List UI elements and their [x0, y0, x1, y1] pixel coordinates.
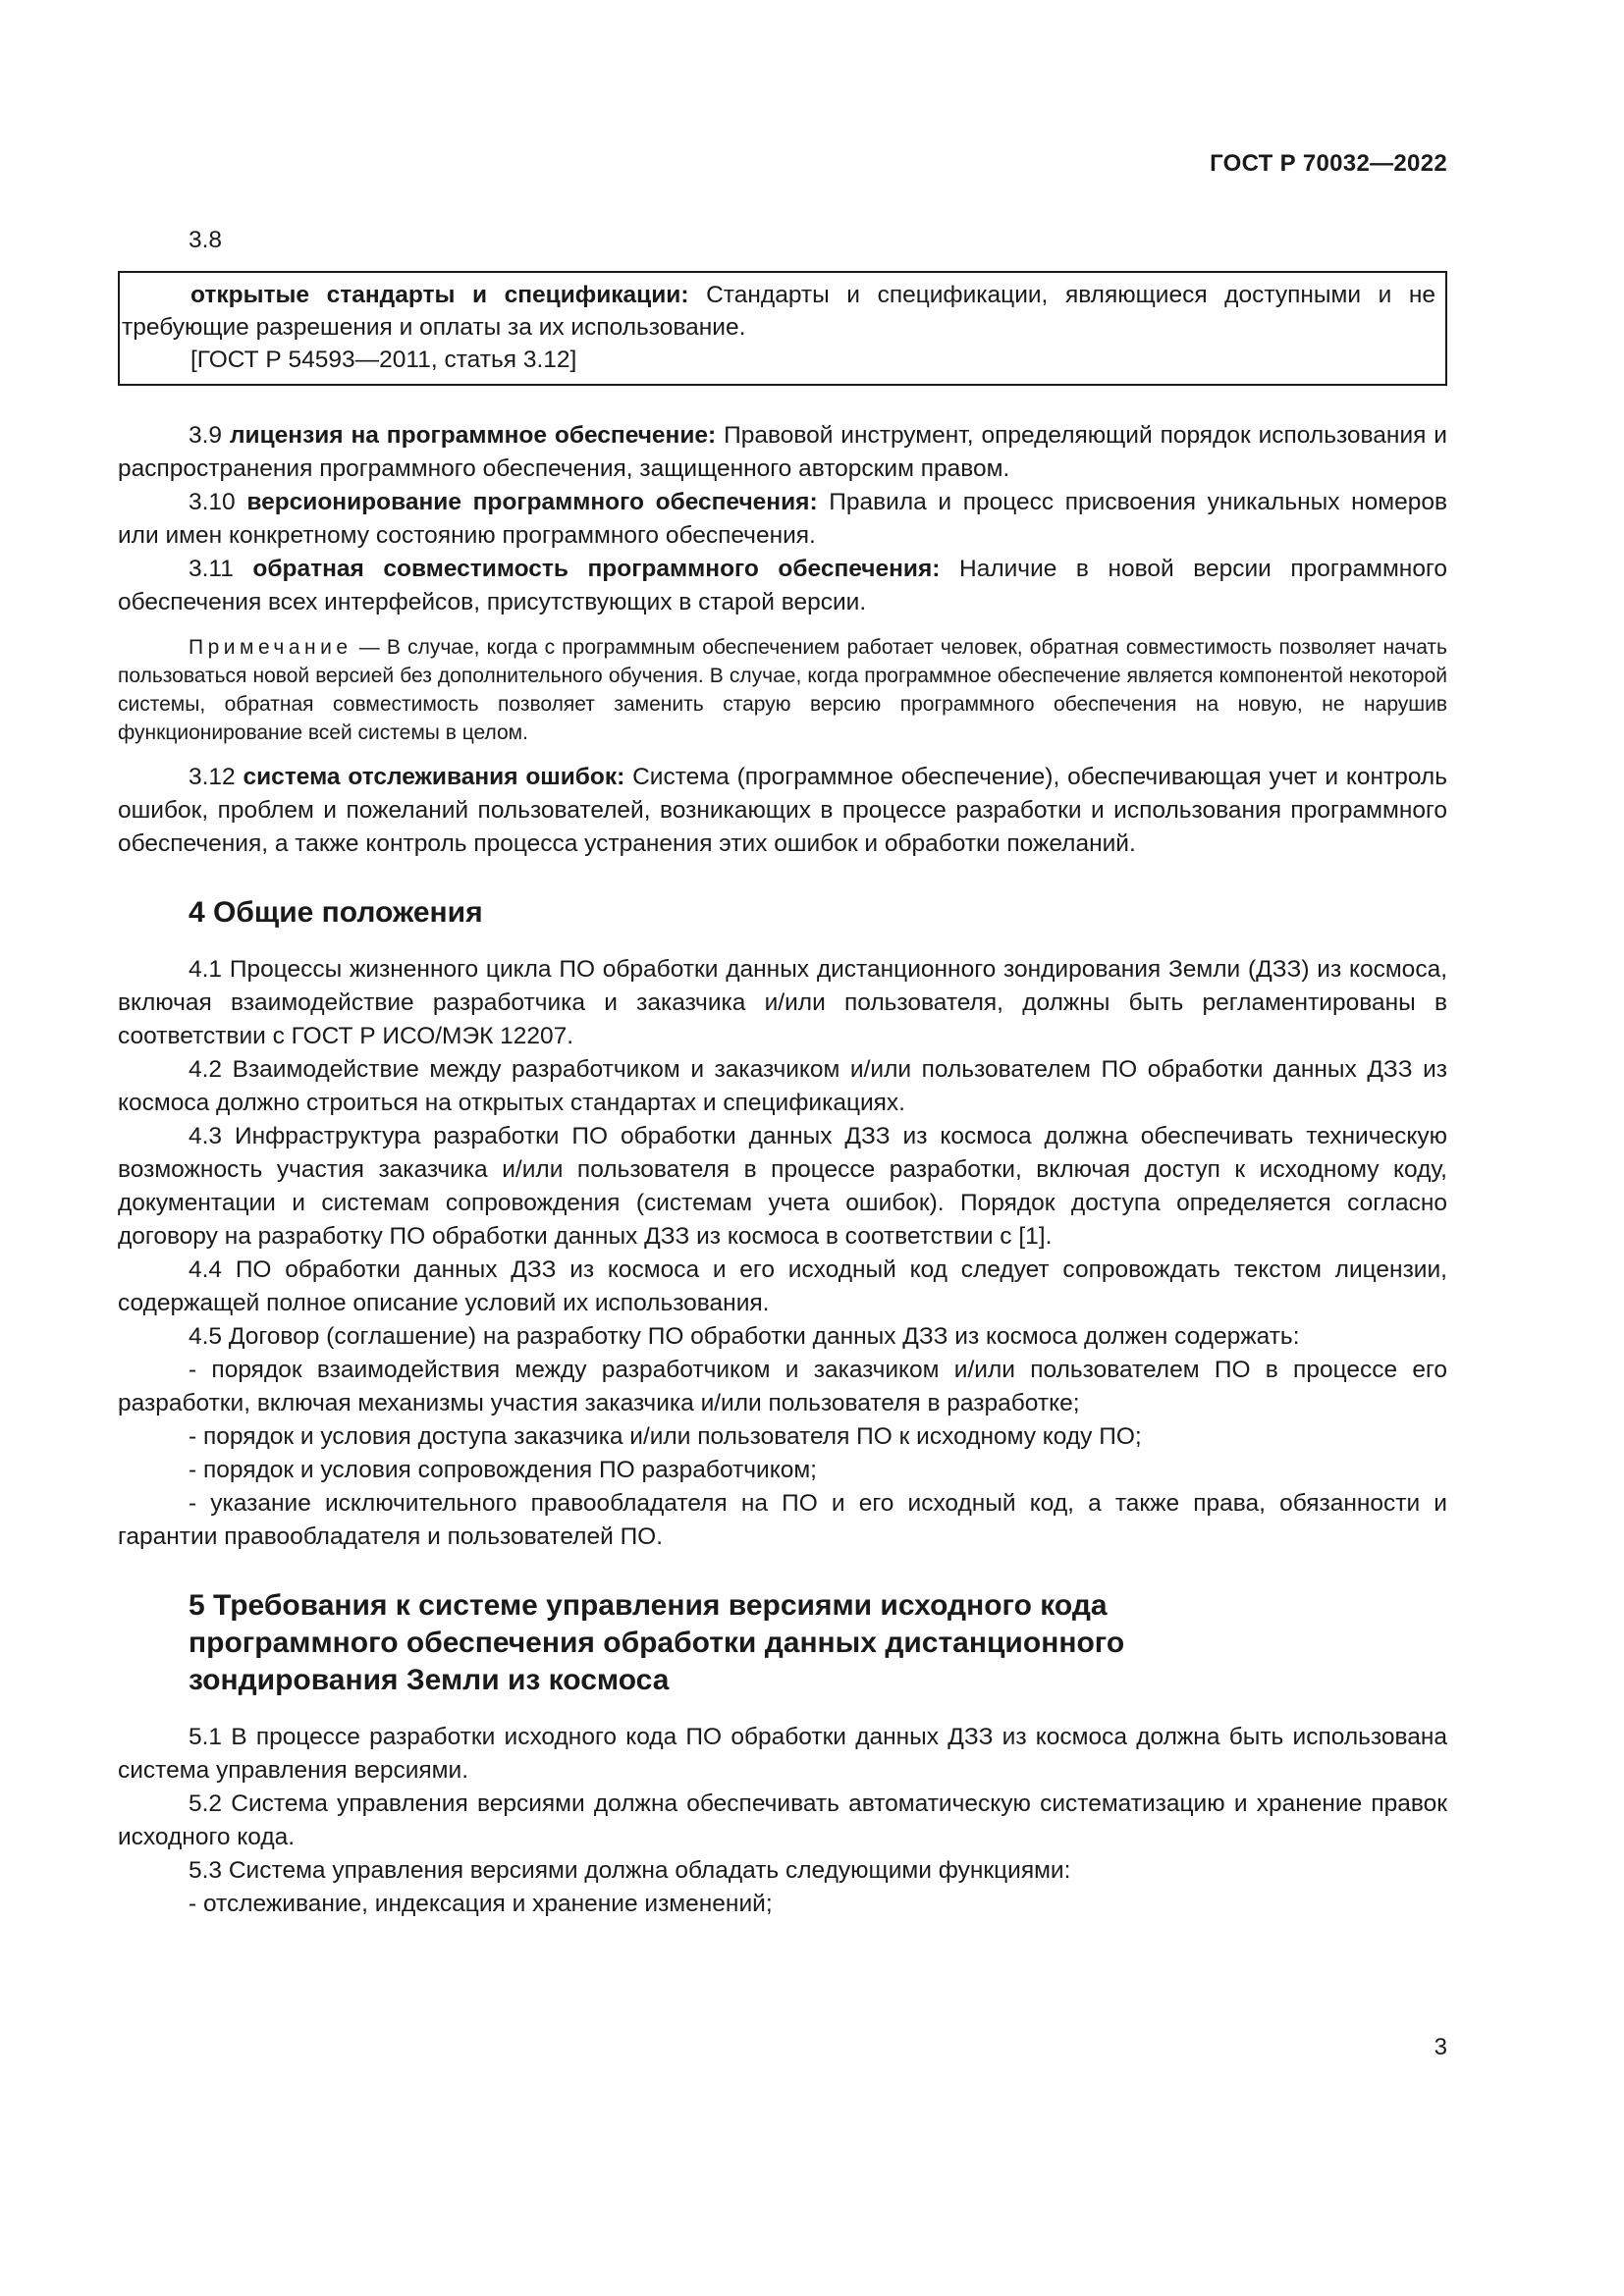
note-label: Примечание [189, 636, 352, 659]
term-3-10: 3.10 версионирование программного обеспечения: Правила и процесс присвоения уникальных номеров или имен конкретному состоянию программного обеспечения. [118, 489, 1448, 549]
definition-text [122, 279, 1435, 344]
paragraph-4-4: 4.4 ПО обработки данных ДЗЗ из космоса и его исходный код следует сопровождать текстом лицензии, содержащей полное описание условий их использования. [118, 1256, 1447, 1316]
note-text: — В случае, когда с программным обеспечением работает человек, обратная совместимость позволяет начать пользоваться новой версией без дополнительного обучения. В случае, когда программное обеспечение является компонентой некоторой системы, обратная совместимость позволяет заменить старую версию программного обеспечения на новую, не нарушив функционирование всей системы в целом. [118, 636, 1447, 744]
term-3-11: 3.11 обратная совместимость программного обеспечения: Наличие в новой версии программного обеспечения всех интерфейсов, присутствующих в старой версии. [118, 556, 1447, 615]
section-5-heading: 5 Требования к системе управления версиями исходного кода программного обеспечения обработки данных дистанционного зондирования Земли из космоса [189, 1589, 1125, 1696]
term-label: лицензия на программное обеспечение: [229, 422, 717, 449]
term-label: система отслеживания ошибок: [243, 764, 625, 790]
paragraph-4-1: 4.1 Процессы жизненного цикла ПО обработки данных дистанционного зондирования Земли (ДЗЗ) из космоса, включая взаимодействие разработчика и заказчика и/или пользователя, должны быть регламентированы в соответствии с ГОСТ Р ИСО/МЭК 12207. [118, 956, 1447, 1049]
term-3-12: 3.12 система отслеживания ошибок: Система (программное обеспечение), обеспечивающая учет и контроль ошибок, проблем и пожеланий пользователей, возникающих в процессе разработки и использования программного обеспечения, а также контроль процесса устранения этих ошибок и обработки пожеланий. [118, 764, 1447, 857]
term-label: открытые стандарты и спецификации: [190, 282, 689, 308]
paragraph-5-3: 5.3 Система управления версиями должна обладать следующими функциями: [189, 1857, 1071, 1884]
list-item: - порядок и условия сопровождения ПО разработчиком; [189, 1457, 817, 1483]
term-label: версионирование программного обеспечения: [246, 489, 818, 515]
term-definition: Система (программное обеспечение), обеспечивающая учет и контроль ошибок, проблем и пожеланий пользователей, возникающих в процессе разработки и использования программного обеспечения, а также контроль процесса устранения этих ошибок и обработки пожеланий. [118, 764, 1447, 857]
term-number: 3.8 [189, 227, 223, 253]
paragraph-5-2: 5.2 Система управления версиями должна обеспечивать автоматическую систематизацию и хранение правок исходного кода. [118, 1790, 1447, 1850]
paragraph-4-3: 4.3 Инфраструктура разработки ПО обработки данных ДЗЗ из космоса должна обеспечивать техническую возможность участия заказчика и/или пользователя в процессе разработки, включая доступ к исходному коду, документации и системам сопровождения (системам учета ошибок). Порядок доступа определяется согласно договору на разработку ПО обработки данных ДЗЗ из космоса в соответствии с [1]. [118, 1123, 1447, 1250]
term-label: обратная совместимость программного обеспечения: [252, 556, 941, 582]
document-page [118, 0, 1447, 2296]
list-item: - указание исключительного правообладателя на ПО и его исходный код, а также права, обязанности и гарантии правообладателя и пользователей ПО. [118, 1490, 1447, 1550]
document-header: ГОСТ Р 70032—2022 [1210, 150, 1447, 177]
term-definition: Стандарты и спецификации, являющиеся доступными и не требующие разрешения и оплаты за их использование. [122, 282, 1435, 341]
paragraph-4-2: 4.2 Взаимодействие между разработчиком и заказчиком и/или пользователем ПО обработки данных ДЗЗ из космоса должно строиться на открытых стандартах и спецификациях. [118, 1056, 1447, 1116]
page-content [118, 224, 1447, 1921]
term-3-9: 3.9 лицензия на программное обеспечение: Правовой инструмент, определяющий порядок использования и распространения программного обеспечения, защищенного авторским правом. [118, 422, 1447, 482]
list-item: - отслеживание, индексация и хранение изменений; [189, 1891, 773, 1917]
paragraph-5-1: 5.1 В процессе разработки исходного кода ПО обработки данных ДЗЗ из космоса должна быть использована система управления версиями. [118, 1724, 1447, 1784]
list-item: - порядок и условия доступа заказчика и/или пользователя ПО к исходному коду ПО; [189, 1423, 1142, 1450]
term-definition: Правила и процесс присвоения уникальных номеров или имен конкретному состоянию программного обеспечения. [118, 489, 1448, 549]
definition-box [118, 271, 1447, 386]
term-definition: Правовой инструмент, определяющий порядок использования и распространения программного обеспечения, защищенного авторским правом. [118, 422, 1447, 482]
paragraph-4-5: 4.5 Договор (соглашение) на разработку ПО обработки данных ДЗЗ из космоса должен содержать: [189, 1323, 1300, 1350]
note [118, 633, 1447, 747]
definition-source: [ГОСТ Р 54593—2011, статья 3.12] [190, 347, 577, 373]
section-4-heading: 4 Общие положения [189, 896, 483, 929]
term-definition: Наличие в новой версии программного обеспечения всех интерфейсов, присутствующих в старой версии. [118, 556, 1447, 615]
list-item: - порядок взаимодействия между разработчиком и заказчиком и/или пользователем ПО в процессе его разработки, включая механизмы участия заказчика и/или пользователя в разработке; [118, 1357, 1447, 1416]
page-number: 3 [1434, 2034, 1447, 2060]
